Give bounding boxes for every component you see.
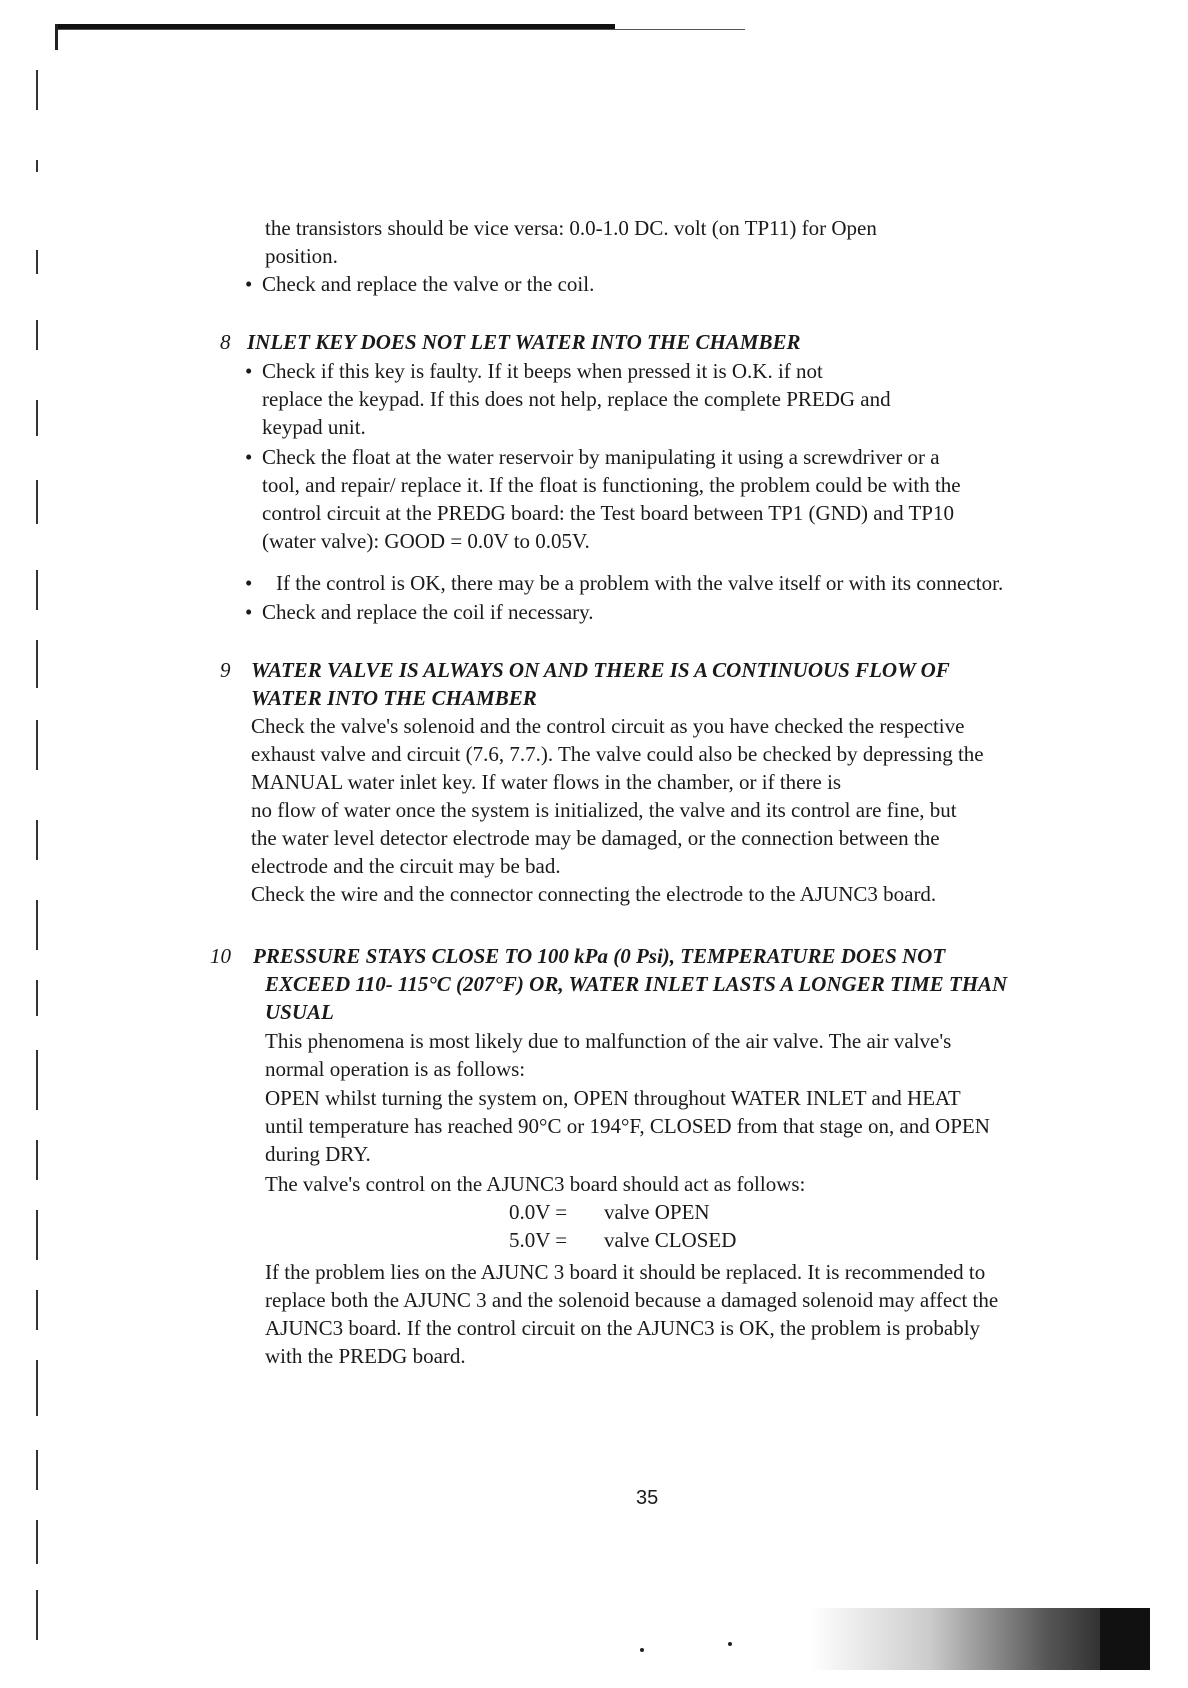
bullet-icon: • bbox=[245, 272, 253, 296]
s9-line: exhaust valve and circuit (7.6, 7.7.). The valve could also be checked by depressing the bbox=[251, 742, 984, 766]
s9-line: Check the wire and the connector connecting the electrode to the AJUNC3 board. bbox=[251, 882, 937, 906]
section-9-number: 9 bbox=[220, 658, 231, 682]
section-9-title-cont: WATER INTO THE CHAMBER bbox=[251, 686, 537, 710]
s10-line: OPEN whilst turning the system on, OPEN throughout WATER INLET and HEAT bbox=[265, 1086, 961, 1110]
voltage-value: 5.0V = bbox=[509, 1228, 568, 1252]
valve-state: valve OPEN bbox=[604, 1200, 710, 1224]
bullet-icon: • bbox=[245, 571, 253, 595]
bullet-icon: • bbox=[245, 600, 253, 624]
s8-line: replace the keypad. If this does not help, replace the complete PREDG and bbox=[262, 387, 891, 411]
section-10-title-cont: EXCEED 110- 115°C (207°F) OR, WATER INLET LASTS A LONGER TIME THAN bbox=[265, 972, 1008, 996]
s9-line: Check the valve's solenoid and the control circuit as you have checked the respective bbox=[251, 714, 965, 738]
scan-speck bbox=[728, 1642, 732, 1646]
scan-speck bbox=[640, 1648, 644, 1652]
s8-line: (water valve): GOOD = 0.0V to 0.05V. bbox=[262, 529, 590, 553]
s9-line: electrode and the circuit may be bad. bbox=[251, 854, 561, 878]
s10-tail-line: AJUNC3 board. If the control circuit on the AJUNC3 is OK, the problem is probably bbox=[265, 1316, 981, 1340]
binding-margin-marks bbox=[36, 60, 40, 1660]
section-8-number: 8 bbox=[220, 330, 231, 354]
carryover-line-2: position. bbox=[265, 244, 338, 268]
bullet-icon: • bbox=[245, 445, 253, 469]
s10-line: This phenomena is most likely due to malfunction of the air valve. The air valve's bbox=[265, 1029, 952, 1053]
carryover-line-3: Check and replace the valve or the coil. bbox=[262, 272, 595, 296]
s10-line: during DRY. bbox=[265, 1142, 371, 1166]
s10-tail-line: replace both the AJUNC 3 and the solenoid because a damaged solenoid may affect the bbox=[265, 1288, 999, 1312]
s8-line: If the control is OK, there may be a problem with the valve itself or with its connector. bbox=[276, 571, 1004, 595]
s8-line: tool, and repair/ replace it. If the float is functioning, the problem could be with the bbox=[262, 473, 961, 497]
s8-line: Check if this key is faulty. If it beeps when pressed it is O.K. if not bbox=[262, 359, 823, 383]
s10-tail-line: with the PREDG board. bbox=[265, 1344, 466, 1368]
section-9-title: WATER VALVE IS ALWAYS ON AND THERE IS A CONTINUOUS FLOW OF bbox=[251, 658, 950, 682]
s10-line: normal operation is as follows: bbox=[265, 1057, 526, 1081]
section-10-title: PRESSURE STAYS CLOSE TO 100 kPa (0 Psi), TEMPERATURE DOES NOT bbox=[253, 944, 946, 968]
carryover-line-1: the transistors should be vice versa: 0.0-1.0 DC. volt (on TP11) for Open bbox=[265, 216, 877, 240]
scan-artifact bbox=[770, 1608, 1150, 1670]
s8-line: Check the float at the water reservoir by manipulating it using a screwdriver or a bbox=[262, 445, 940, 469]
section-8-title: INLET KEY DOES NOT LET WATER INTO THE CHAMBER bbox=[247, 330, 801, 354]
section-10-title-cont: USUAL bbox=[265, 1000, 334, 1024]
s9-line: the water level detector electrode may be damaged, or the connection between the bbox=[251, 826, 940, 850]
s10-tail-line: If the problem lies on the AJUNC 3 board it should be replaced. It is recommended to bbox=[265, 1260, 986, 1284]
header-rule bbox=[55, 14, 745, 30]
valve-state: valve CLOSED bbox=[604, 1228, 737, 1252]
voltage-value: 0.0V = bbox=[509, 1200, 568, 1224]
section-10-number: 10 bbox=[210, 944, 231, 968]
s10-line: until temperature has reached 90°C or 194°F, CLOSED from that stage on, and OPEN bbox=[265, 1114, 990, 1138]
bullet-icon: • bbox=[245, 359, 253, 383]
s10-line: The valve's control on the AJUNC3 board should act as follows: bbox=[265, 1172, 806, 1196]
s8-line: control circuit at the PREDG board: the Test board between TP1 (GND) and TP10 bbox=[262, 501, 954, 525]
s8-line: Check and replace the coil if necessary. bbox=[262, 600, 594, 624]
s8-line: keypad unit. bbox=[262, 415, 366, 439]
s9-line: no flow of water once the system is initialized, the valve and its control are fine, but bbox=[251, 798, 957, 822]
page-number: 35 bbox=[636, 1487, 659, 1509]
s9-line: MANUAL water inlet key. If water flows in the chamber, or if there is bbox=[251, 770, 842, 794]
